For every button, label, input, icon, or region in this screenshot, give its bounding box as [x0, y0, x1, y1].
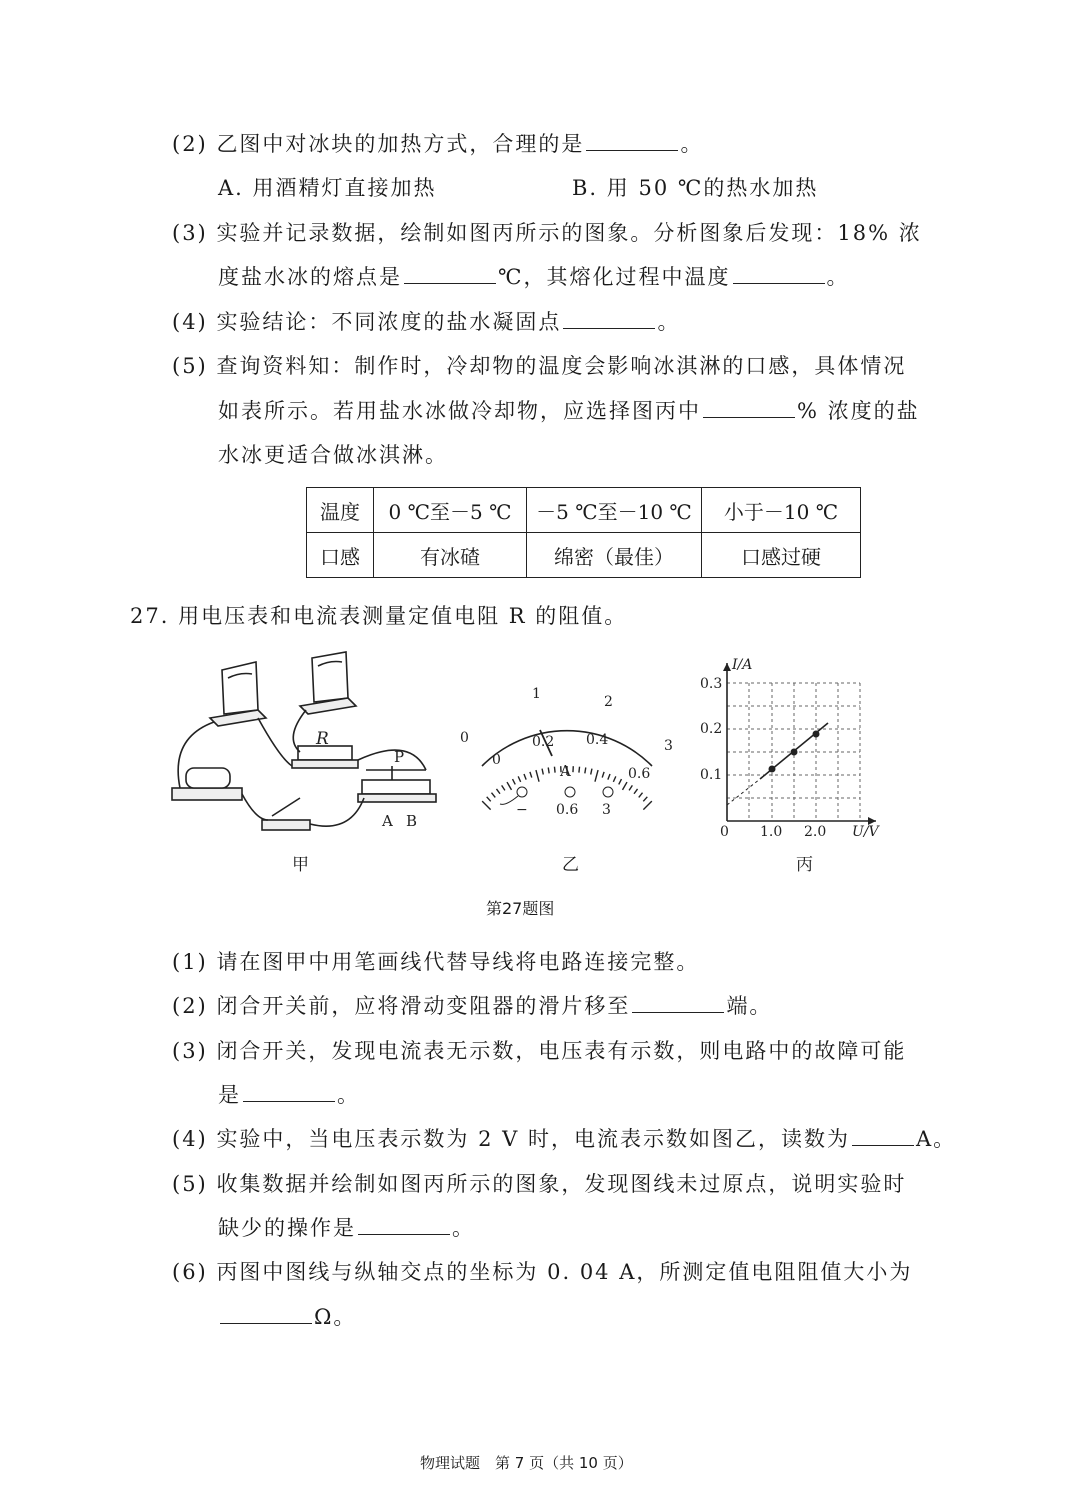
svg-text:3: 3 [664, 738, 673, 754]
dial-tick [554, 767, 555, 773]
dial-tick [491, 793, 495, 798]
table-row [307, 488, 861, 533]
dial-tick [643, 797, 647, 801]
q27-p3-line2: 是 。 [218, 1083, 360, 1107]
table-row [307, 533, 861, 578]
q27-p6-line2: Ω。 [218, 1303, 356, 1331]
dial-tick [536, 770, 539, 782]
dial-tick [518, 776, 520, 781]
svg-text:0.4: 0.4 [586, 732, 609, 748]
table-cell: 绵密（最佳） [527, 533, 702, 578]
answer-blank[interactable] [852, 1144, 914, 1146]
answer-blank[interactable] [220, 1322, 312, 1324]
dial-tick [623, 782, 628, 790]
svg-text:U/V: U/V [852, 824, 879, 840]
end-a-label: A [382, 812, 393, 830]
svg-text:2.0: 2.0 [804, 824, 827, 840]
dial-tick [502, 785, 505, 790]
q26-p5-line1: (5) 查询资料知：制作时，冷却物的温度会影响冰淇淋的口感，具体情况 [172, 354, 907, 378]
q26-option-a: A. 用酒精灯直接加热 [218, 176, 437, 200]
dial-tick [542, 769, 543, 775]
fig-label-jia: 甲 [292, 855, 309, 875]
q26-p5-line2: 如表所示。若用盐水冰做冷却物，应选择图丙中 % 浓度的盐 [218, 399, 920, 423]
table-cell: 有冰碴 [374, 533, 527, 578]
figure-caption: 第27题图 [486, 899, 555, 918]
svg-text:0: 0 [720, 824, 729, 840]
svg-text:0: 0 [492, 752, 501, 768]
q27-p4: (4) 实验中，当电压表示数为 2 V 时，电流表示数如图乙，读数为 A。 [172, 1127, 957, 1151]
resistor-label: R [316, 729, 329, 749]
dial-tick [530, 772, 532, 778]
dial-tick [513, 779, 516, 784]
circuit-diagram [160, 648, 450, 838]
q27-p1: (1) 请在图甲中用笔画线代替导线将电路连接完整。 [172, 950, 700, 974]
q27-p5-line2: 缺少的操作是 。 [218, 1216, 475, 1240]
q26-p2: (2) 乙图中对冰块的加热方式，合理的是 。 [172, 132, 704, 156]
svg-text:0.1: 0.1 [700, 767, 723, 783]
dial-tick [629, 785, 632, 790]
answer-blank[interactable] [586, 149, 678, 151]
dial-tick [602, 772, 604, 778]
svg-text:2: 2 [604, 694, 613, 710]
dial-tick [634, 789, 638, 794]
answer-blank[interactable] [563, 327, 655, 329]
dial-tick [548, 767, 549, 773]
answer-blank[interactable] [703, 416, 795, 418]
taste-table [306, 487, 861, 578]
q26-p3-line1: (3) 实验并记录数据，绘制如图丙所示的图象。分析图象后发现：18% 浓 [172, 221, 922, 245]
svg-text:1.0: 1.0 [760, 824, 783, 840]
dial-tick [496, 789, 500, 794]
svg-text:0: 0 [460, 730, 469, 746]
table-cell: 口感过硬 [702, 533, 861, 578]
dial-tick [619, 779, 622, 784]
dial-tick [507, 782, 512, 790]
dial-tick [585, 767, 586, 773]
dial-tick [639, 793, 643, 798]
q26-p4: (4) 实验结论：不同浓度的盐水凝固点 。 [172, 310, 681, 334]
iu-graph [700, 655, 900, 845]
dial-tick [482, 801, 490, 809]
table-cell: 0 ℃至－5 ℃ [374, 488, 527, 533]
table-cell: 小于－10 ℃ [702, 488, 861, 533]
q27-title: 27. 用电压表和电流表测量定值电阻 R 的阻值。 [130, 604, 628, 628]
q27-p3-line1: (3) 闭合开关，发现电流表无示数，电压表有示数，则电路中的故障可能 [172, 1039, 907, 1063]
svg-text:0.6: 0.6 [628, 766, 651, 782]
dial-tick [643, 801, 651, 809]
svg-text:0.6: 0.6 [556, 802, 579, 818]
svg-text:0.3: 0.3 [700, 676, 723, 692]
q26-p3-line2: 度盐水冰的熔点是 ℃，其熔化过程中温度 。 [218, 265, 850, 289]
answer-blank[interactable] [733, 282, 825, 284]
q26-option-b: B. 用 50 ℃的热水加热 [572, 176, 819, 200]
svg-text:A: A [560, 762, 571, 780]
svg-text:−: − [516, 802, 528, 818]
answer-blank[interactable] [404, 282, 496, 284]
svg-text:0.2: 0.2 [532, 734, 555, 750]
dial-tick [579, 767, 580, 773]
answer-blank[interactable] [243, 1100, 335, 1102]
svg-text:3: 3 [602, 802, 611, 818]
dial-tick [613, 776, 615, 781]
svg-text:I/A: I/A [732, 657, 753, 673]
q27-p5-line1: (5) 收集数据并绘制如图丙所示的图象，发现图线未过原点，说明实验时 [172, 1172, 907, 1196]
answer-blank[interactable] [632, 1011, 724, 1013]
fig-label-yi: 乙 [562, 855, 579, 875]
answer-blank[interactable] [358, 1233, 450, 1235]
dial-tick [591, 769, 592, 775]
ammeter-dial [452, 680, 682, 840]
table-cell: 口感 [307, 533, 374, 578]
svg-text:1: 1 [532, 686, 541, 702]
table-cell: －5 ℃至－10 ℃ [527, 488, 702, 533]
dial-tick [487, 797, 491, 801]
fig-label-bing: 丙 [796, 855, 813, 875]
dial-tick [595, 770, 598, 782]
end-b-label: B [406, 812, 418, 830]
dial-tick [608, 774, 610, 780]
svg-text:0.2: 0.2 [700, 721, 723, 737]
q27-p6-line1: (6) 丙图中图线与纵轴交点的坐标为 0. 04 A，所测定值电阻阻值大小为 [172, 1260, 913, 1284]
slider-label: P [394, 748, 405, 766]
q27-p2: (2) 闭合开关前，应将滑动变阻器的滑片移至 端。 [172, 994, 773, 1018]
page-footer: 物理试题 第 7 页（共 10 页） [420, 1454, 633, 1472]
table-cell: 温度 [307, 488, 374, 533]
dial-tick [524, 774, 526, 780]
q26-p5-line3: 水冰更适合做冰淇淋。 [218, 443, 448, 467]
